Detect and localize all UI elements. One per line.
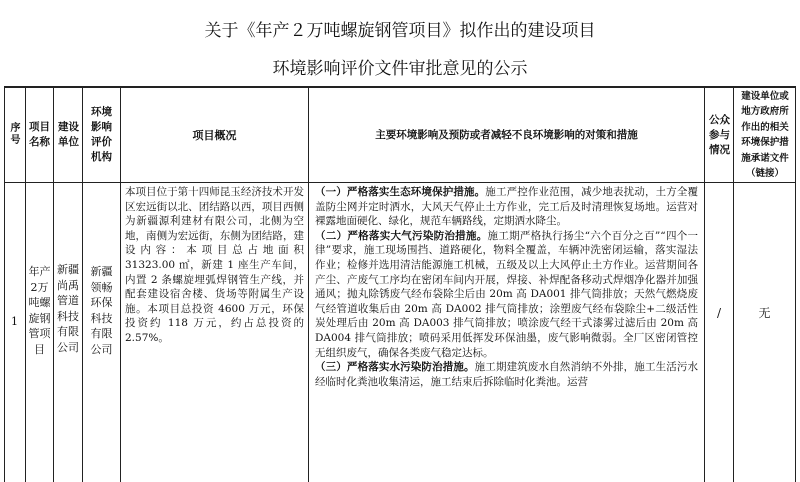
- col-border-6: [704, 86, 705, 482]
- measure-air: （二）严格落实大气污染防治措施。施工期严格执行扬尘“六个百分之百”“四个一律”要求，施工现场围挡、道路硬化，物料全覆盖，车辆冲洗密闭运输，落实湿法作业；检修并选用清洁能源施工机械，五级及以上大风停止土方作业。运营期间各产尘、产废气工序均在密闭车间内开展，焊接、补焊配备移动式焊烟净化器并加强通风；抛丸除锈废气经布袋除尘后由 20m 高 DA001 排气筒排放；天然气燃烧废气经管道收集后由 20m 高 DA002 排气筒排放；涂塑废气经布袋除尘+二级活性炭处理后由 20m 高 DA003 排气筒排放；喷涂废气经干式漆雾过滤后由 20m 高 DA004 排气筒排放；喷码采用低挥发环保油墨，废气影响微弱。全厂区密闭管控无组织废气，确保各类废气稳定达标。: [315, 229, 699, 359]
- header-project-name: 项目名称: [29, 121, 50, 148]
- header-seq: 序号: [10, 123, 21, 146]
- row-eia-agency: 新疆领畅环保科技有限公司: [90, 265, 113, 356]
- row-builder: 新疆尚禹管道科技有限公司: [57, 263, 79, 354]
- header-overview: 项目概况: [192, 128, 237, 142]
- col-border-0: [4, 86, 5, 482]
- measure-water: （三）严格落实水污染防治措施。施工期建筑废水自然消纳不外排，施工生活污水经临时化粪池收集清运，施工结束后拆除临时化粪池。运营: [315, 361, 699, 388]
- row-measures: [309, 183, 704, 482]
- row-public: /: [716, 306, 722, 320]
- header-commitment: 建设单位或地方政府所作出的相关环境保护措施承诺文件（链接）: [741, 90, 789, 179]
- col-border-7: [733, 86, 734, 482]
- col-border-8: [795, 86, 796, 482]
- header-builder: 建设单位: [58, 121, 79, 148]
- header-eia-agency: 环境影响评价机构: [91, 106, 112, 163]
- row-overview: 本项目位于第十四师昆玉经济技术开发区宏远街以北、团结路以西，项目西侧为新疆源利建材有限公司，北侧为空地，南侧为宏远街，东侧为团结路，建设内容：本项目总占地面积 31323.00 ㎡，新建 1 座生产车间，内置 2 条螺旋埋弧焊钢管生产线，并配套建设宿舍楼、货场等附属生产设施。本项目总投资 4600 万元，环保投资约 118 万元，约占总投资的 2.57%。: [125, 186, 304, 344]
- page-title-line1: 关于《年产２万吨螺旋钢管项目》拟作出的建设项目: [204, 21, 596, 41]
- approval-table: [4, 86, 796, 482]
- header-public: 公众参与情况: [709, 113, 730, 156]
- row-project-name: 年产2万吨螺旋钢管项目: [28, 265, 51, 356]
- row-commitment: 无: [758, 306, 771, 320]
- row-seq: 1: [11, 315, 18, 328]
- header-measures: 主要环境影响及预防或者减轻不良环境影响的对策和措施: [375, 128, 638, 141]
- page-title-line2: 环境影响评价文件审批意见的公示: [272, 59, 528, 79]
- measure-ecology: （一）严格落实生态环境保护措施。施工严控作业范围，减少地表扰动，土方全覆盖防尘网并定时洒水，大风天气停止土方作业，完工后及时清理恢复场地。运营对裸露地面硬化、绿化，规范车辆路线，定期洒水降尘。: [315, 186, 699, 228]
